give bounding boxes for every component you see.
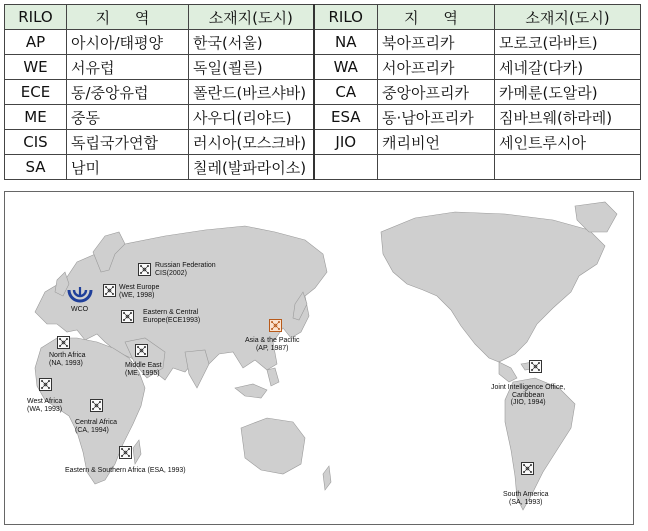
table-cell: WE [5,55,67,80]
table-cell: ME [5,105,67,130]
header-region: 지 역 [67,5,189,30]
rilo-node-icon [103,284,116,297]
rilo-node-icon [90,399,103,412]
rilo-node-icon [121,310,134,323]
rilo-node-icon [119,446,132,459]
map-label-esa: Eastern & Southern Africa (ESA, 1993) [65,467,186,474]
table-cell: 한국(서울) [189,30,314,55]
table-cell: ECE [5,80,67,105]
table-cell: 사우디(리야드) [189,105,314,130]
table-row [5,130,641,155]
map-label-ca: Central Africa (CA, 1994) [75,419,118,434]
table-cell: NA [314,30,378,55]
table-cell: 독립국가연합 [67,130,189,155]
rilo-node-icon [529,360,542,373]
map-label-wco: WCO [71,306,89,313]
map-label-ap: Asia & the Pacific (AP, 1987) [245,337,300,352]
rilo-node-icon [138,263,151,276]
map-label-sa: South America (SA, 1993) [503,491,549,506]
header-rilo: RILO [5,5,67,30]
table-cell: 동/중앙유럽 [67,80,189,105]
table-cell: 러시아(모스크바) [189,130,314,155]
table-cell: 짐바브웨(하라레) [495,105,641,130]
map-label-ece: Eastern & Central Europe(ECE1993) [143,309,201,324]
table-cell: 서아프리카 [378,55,495,80]
world-map [4,191,634,525]
table-cell: 동·남아프리카 [378,105,495,130]
table-cell: JIO [314,130,378,155]
table-cell: AP [5,30,67,55]
header-location: 소재지(도시) [495,5,641,30]
table-row [5,155,641,180]
map-label-we: West Europe (WE, 1998) [119,284,160,299]
table-row [5,105,641,130]
table-cell: CA [314,80,378,105]
table-cell: 카메룬(도알라) [495,80,641,105]
india-shape [185,350,209,388]
madagascar-shape [133,440,141,464]
table-cell [495,155,641,180]
table-cell: SA [5,155,67,180]
map-label-wa: West Africa (WA, 1993) [27,398,63,413]
table-cell: 캐리비언 [378,130,495,155]
table-cell: 서유럽 [67,55,189,80]
wco-logo-icon [67,286,93,304]
australia-shape [241,418,305,474]
rilo-node-icon [135,344,148,357]
table-cell: 칠레(발파라이소) [189,155,314,180]
header-location: 소재지(도시) [189,5,314,30]
table-cell: 북아프리카 [378,30,495,55]
rilo-node-icon [521,462,534,475]
table-cell: 아시아/태평양 [67,30,189,55]
central-america-shape [499,362,517,382]
header-region: 지 역 [378,5,495,30]
table-cell: 폴란드(바르샤바) [189,80,314,105]
rilo-node-icon [269,319,282,332]
north-america-shape [381,212,605,362]
table-row [5,30,641,55]
greenland-shape [575,202,617,232]
rilo-table [4,4,641,180]
table-row [5,55,641,80]
rilo-node-icon [57,336,70,349]
table-cell: 모로코(라바트) [495,30,641,55]
table-cell: 세네갈(다카) [495,55,641,80]
table-cell: 독일(쾰른) [189,55,314,80]
table-cell: CIS [5,130,67,155]
rilo-node-icon [39,378,52,391]
map-label-cis: Russian Federation CIS(2002) [155,262,216,277]
table-cell [314,155,378,180]
map-label-me: Middle East (ME, 1995) [125,362,162,377]
map-label-na: North Africa (NA, 1993) [49,352,86,367]
table-cell: 중동 [67,105,189,130]
table-cell: 세인트루시아 [495,130,641,155]
table-row [5,80,641,105]
table-cell: 중앙아프리카 [378,80,495,105]
map-label-jio: Joint Intelligence Office, Caribbean (JIO, 1994) [491,384,566,407]
table-cell: 남미 [67,155,189,180]
se-asia-islands-shape [235,384,267,398]
table-header-row [5,5,641,30]
table-cell: WA [314,55,378,80]
table-cell [378,155,495,180]
table-cell: ESA [314,105,378,130]
header-rilo: RILO [314,5,378,30]
